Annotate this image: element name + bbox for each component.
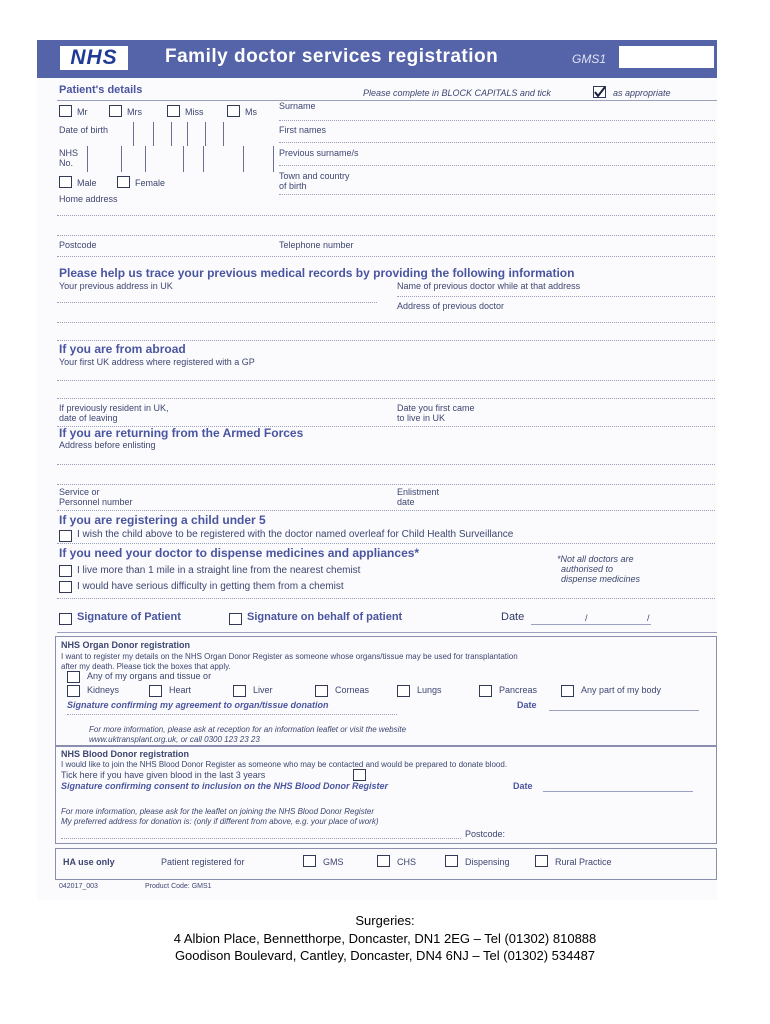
block-capitals-instruction: Please complete in BLOCK CAPITALS and tick [363, 88, 551, 98]
organ-corneas-checkbox[interactable] [315, 685, 328, 697]
ha-chs-checkbox[interactable] [377, 855, 390, 867]
first-uk-address-field[interactable] [57, 380, 715, 381]
postcode-label: Postcode [59, 240, 97, 250]
dispense-note-2: authorised to [561, 564, 614, 574]
nhs-logo: NHS [60, 46, 128, 70]
date-came-label: Date you first came [397, 403, 475, 413]
nhs-no-label: NHS [59, 148, 79, 158]
armed-forces-heading: If you are returning from the Armed Forces [59, 426, 304, 440]
organ-lungs-checkbox[interactable] [397, 685, 410, 697]
registration-form [37, 40, 717, 900]
tick-example-icon [593, 86, 606, 98]
home-address-field[interactable] [57, 215, 715, 216]
organ-date-label: Date [517, 700, 537, 710]
organ-donor-heading: NHS Organ Donor registration [61, 640, 191, 650]
dob-label: Date of birth [59, 125, 109, 135]
home-address-label: Home address [59, 194, 118, 204]
registered-for-label: Patient registered for [161, 857, 245, 867]
blood-given-checkbox[interactable] [353, 769, 366, 781]
date-separator: / [647, 613, 650, 623]
nhs-no-box-divider [87, 146, 88, 172]
form-code: GMS1 [572, 52, 607, 66]
organ-donor-line2: after my death. Please tick the boxes that apply. [61, 662, 231, 671]
ha-gms-label: GMS [323, 857, 344, 867]
postcode-telephone-field[interactable] [57, 256, 715, 257]
service-number-label-2: Personnel number [59, 497, 133, 507]
organ-info-line2: www.uktransplant.org.uk, or call 0300 123 23 23 [89, 735, 260, 744]
behalf-signature-label: Signature on behalf of patient [247, 611, 403, 623]
surname-label: Surname [279, 101, 316, 111]
ha-dispensing-checkbox[interactable] [445, 855, 458, 867]
blood-signature-label: Signature confirming consent to inclusion on the NHS Blood Donor Register [61, 781, 389, 791]
organ-kidneys-checkbox[interactable] [67, 685, 80, 697]
male-checkbox[interactable] [59, 176, 72, 188]
blood-tick-label: Tick here if you have given blood in the last 3 years [61, 770, 266, 780]
prev-address-field-2[interactable] [57, 322, 715, 323]
prev-doctor-address-label: Address of previous doctor [397, 301, 505, 311]
female-checkbox[interactable] [117, 176, 130, 188]
form-header [37, 40, 717, 78]
surgery-address-1: 4 Albion Place, Bennetthorpe, Doncaster, DN1 2EG – Tel (01302) 810888 [173, 931, 597, 946]
title-miss-label: Miss [185, 107, 204, 117]
dispense-difficulty-label: I would have serious difficulty in getting them from a chemist [77, 581, 344, 592]
organ-heart-checkbox[interactable] [149, 685, 162, 697]
signature-date-field[interactable] [531, 624, 651, 625]
dispense-note-3: dispense medicines [561, 574, 641, 584]
prev-resident-label: If previously resident in UK, [59, 403, 169, 413]
dispense-distance-label: I live more than 1 mile in a straight line from the nearest chemist [77, 565, 361, 576]
title-mr-label: Mr [77, 107, 88, 117]
nhs-no-box-divider [243, 146, 244, 172]
telephone-label: Telephone number [279, 240, 354, 250]
female-label: Female [135, 178, 166, 188]
form-code-box[interactable] [619, 46, 714, 68]
nhs-no-label-2: No. [59, 158, 74, 168]
date-came-label-2: to live in UK [397, 413, 446, 423]
surname-field[interactable] [279, 120, 715, 121]
behalf-signature-checkbox[interactable] [229, 613, 242, 625]
first-names-field[interactable] [279, 142, 715, 143]
prev-resident-label-2: date of leaving [59, 413, 118, 423]
dob-box-divider [133, 122, 134, 146]
organ-any-part-checkbox[interactable] [561, 685, 574, 697]
title-mrs-checkbox[interactable] [109, 105, 122, 117]
organ-kidneys-label: Kidneys [87, 685, 120, 695]
organ-liver-checkbox[interactable] [233, 685, 246, 697]
form-title: Family doctor services registration [165, 46, 499, 67]
organ-liver-label: Liver [253, 685, 273, 695]
ha-chs-label: CHS [397, 857, 417, 867]
signature-date-label: Date [501, 611, 525, 623]
blood-donor-heading: NHS Blood Donor registration [61, 749, 189, 759]
ha-dispensing-label: Dispensing [465, 857, 510, 867]
nhs-no-box-divider [203, 146, 204, 172]
enlistment-date-label: Enlistment [397, 487, 440, 497]
organ-corneas-label: Corneas [335, 685, 370, 695]
title-ms-label: Ms [245, 107, 257, 117]
service-number-field[interactable] [57, 510, 715, 511]
ha-rural-checkbox[interactable] [535, 855, 548, 867]
divider [57, 543, 715, 544]
dob-box-divider [223, 122, 224, 146]
title-ms-checkbox[interactable] [227, 105, 240, 117]
title-miss-checkbox[interactable] [167, 105, 180, 117]
surgeries-heading: Surgeries: [355, 913, 415, 928]
prev-address-field[interactable] [57, 302, 377, 303]
first-uk-address-label: Your first UK address where registered with a GP [59, 357, 255, 367]
blood-info-line2: My preferred address for donation is: (only if different from above, e.g. your place of work) [61, 817, 379, 826]
previous-surnames-label: Previous surname/s [279, 148, 359, 158]
patient-signature-label: Signature of Patient [77, 611, 181, 623]
blood-address-field[interactable] [61, 838, 461, 839]
address-before-enlisting-field-2[interactable] [57, 484, 715, 485]
male-label: Male [77, 178, 97, 188]
trace-heading: Please help us trace your previous medical records by providing the following information [59, 266, 575, 280]
blood-date-field[interactable] [543, 791, 693, 792]
title-mr-checkbox[interactable] [59, 105, 72, 117]
nhs-no-box-divider [183, 146, 184, 172]
nhs-no-box-divider [145, 146, 146, 172]
ha-rural-label: Rural Practice [555, 857, 612, 867]
organ-pancreas-label: Pancreas [499, 685, 538, 695]
organ-lungs-label: Lungs [417, 685, 442, 695]
organ-signature-field[interactable] [67, 714, 397, 715]
dispense-distance-checkbox[interactable] [59, 565, 72, 577]
instruction-tail: as appropriate [613, 88, 671, 98]
prev-address-field-3[interactable] [57, 340, 715, 341]
blood-donor-line1: I would like to join the NHS Blood Donor Register as someone who may be contacted and would be prepared to donate blood. [61, 760, 508, 769]
dob-box-divider [187, 122, 188, 146]
town-of-birth-label-2: of birth [279, 181, 307, 191]
product-code: Product Code: GMS1 [145, 883, 212, 890]
nhs-no-box-divider [121, 146, 122, 172]
town-of-birth-field[interactable] [279, 194, 715, 195]
dispense-note: *Not all doctors are [557, 554, 634, 564]
blood-date-label: Date [513, 781, 533, 791]
enlistment-date-label-2: date [397, 497, 415, 507]
organ-date-field[interactable] [549, 710, 699, 711]
dispense-heading: If you need your doctor to dispense medicines and appliances* [59, 546, 420, 560]
organ-pancreas-checkbox[interactable] [479, 685, 492, 697]
prev-doctor-label: Name of previous doctor while at that address [397, 281, 581, 291]
surgery-address-2: Goodison Boulevard, Cantley, Doncaster, DN4 6NJ – Tel (01302) 534487 [174, 948, 596, 963]
divider [57, 632, 717, 633]
dob-box-divider [171, 122, 172, 146]
service-number-label: Service or [59, 487, 100, 497]
town-of-birth-label: Town and country [279, 171, 350, 181]
child-surveillance-label: I wish the child above to be registered with the doctor named overleaf for Child Health Surveillance [77, 529, 514, 540]
address-before-enlisting-label: Address before enlisting [59, 440, 156, 450]
dispense-difficulty-checkbox[interactable] [59, 581, 72, 593]
child-heading: If you are registering a child under 5 [59, 513, 266, 527]
ha-gms-checkbox[interactable] [303, 855, 316, 867]
address-before-enlisting-field[interactable] [57, 464, 715, 465]
prev-address-label: Your previous address in UK [59, 281, 173, 291]
organ-donor-line1: I want to register my details on the NHS Organ Donor Register as someone whose organs/tissue may be used for transplantation [61, 652, 518, 661]
organ-signature-label: Signature confirming my agreement to organ/tissue donation [67, 700, 329, 710]
divider [57, 598, 715, 599]
first-names-label: First names [279, 125, 327, 135]
blood-postcode-label: Postcode: [465, 829, 506, 839]
title-mrs-label: Mrs [127, 107, 142, 117]
patient-details-heading: Patient's details [59, 84, 143, 96]
first-uk-address-field-2[interactable] [57, 398, 715, 399]
child-surveillance-checkbox[interactable] [59, 530, 72, 542]
divider [57, 100, 717, 101]
product-number: 042017_003 [59, 883, 98, 890]
ha-use-label: HA use only [63, 857, 115, 867]
organ-any-part-label: Any part of my body [581, 685, 662, 695]
abroad-heading: If you are from abroad [59, 342, 186, 356]
organ-any-checkbox[interactable] [67, 671, 80, 683]
blood-info-line1: For more information, please ask for the leaflet on joining the NHS Blood Donor Register [61, 807, 375, 816]
dob-box-divider [205, 122, 206, 146]
organ-heart-label: Heart [169, 685, 192, 695]
nhs-no-box-divider [273, 146, 274, 172]
organ-any-label: Any of my organs and tissue or [87, 671, 212, 681]
patient-signature-checkbox[interactable] [59, 613, 72, 625]
previous-surnames-field[interactable] [279, 165, 715, 166]
prev-doctor-field[interactable] [397, 296, 715, 297]
organ-info-line1: For more information, please ask at reception for an information leaflet or visit the website [89, 725, 407, 734]
home-address-field-2[interactable] [57, 235, 715, 236]
dob-box-divider [153, 122, 154, 146]
date-separator: / [585, 613, 588, 623]
